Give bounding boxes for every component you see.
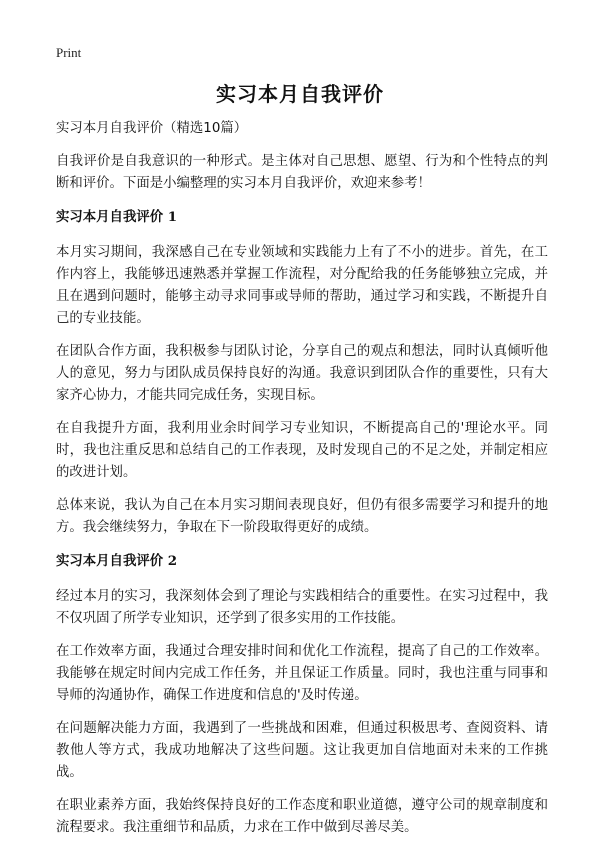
- paragraph: 本月实习期间，我深感自己在专业领域和实践能力上有了不小的进步。首先，在工作内容上，我能够迅速熟悉并掌握工作流程，对分配给我的任务能够独立完成，并且在遇到问题时，能够主动寻求同事或导师的帮助，通过学习和实践，不断提升自己的专业技能。: [56, 245, 548, 326]
- intro-paragraph: 自我评价是自我意识的一种形式。是主体对自己思想、愿望、行为和个性特点的判断和评价。下面是小编整理的实习本月自我评价，欢迎来参考！: [56, 154, 548, 191]
- paragraph: 在自我提升方面，我利用业余时间学习专业知识，不断提高自己的'理论水平。同时，我也注重反思和总结自己的工作表现，及时发现自己的不足之处，并制定相应的改进计划。: [56, 421, 548, 480]
- article-body: [56, 118, 548, 850]
- paragraph: 在职业素养方面，我始终保持良好的工作态度和职业道德，遵守公司的规章制度和流程要求。我注重细节和品质，力求在工作中做到尽善尽美。: [56, 798, 548, 835]
- page-title: 实习本月自我评价: [216, 82, 384, 106]
- paragraph: 在工作效率方面，我通过合理安排时间和优化工作流程，提高了自己的工作效率。我能够在规定时间内完成工作任务，并且保证工作质量。同时，我也注重与同事和导师的沟通协作，确保工作进度和信息的'及时传递。: [56, 644, 548, 703]
- paragraph: 经过本月的实习，我深刻体会到了理论与实践相结合的重要性。在实习过程中，我不仅巩固了所学专业知识，还学到了很多实用的工作技能。: [56, 589, 548, 626]
- section-heading: 实习本月自我评价 1: [56, 209, 178, 225]
- paragraph: 在问题解决能力方面，我遇到了一些挑战和困难，但通过积极思考、查阅资料、请教他人等方式，我成功地解决了这些问题。这让我更加自信地面对未来的工作挑战。: [56, 721, 548, 780]
- paragraph: 总体来说，我认为自己在本月实习期间表现良好，但仍有很多需要学习和提升的地方。我会继续努力，争取在下一阶段取得更好的成绩。: [56, 498, 548, 535]
- paragraph: 在团队合作方面，我积极参与团队讨论，分享自己的观点和想法，同时认真倾听他人的意见，努力与团队成员保持良好的沟通。我意识到团队合作的重要性，只有大家齐心协力，才能共同完成任务，实现目标。: [56, 344, 548, 403]
- section-heading: 实习本月自我评价 2: [56, 553, 178, 569]
- article-subtitle: 实习本月自我评价（精选10篇）: [56, 121, 248, 136]
- print-link[interactable]: Print: [56, 45, 82, 60]
